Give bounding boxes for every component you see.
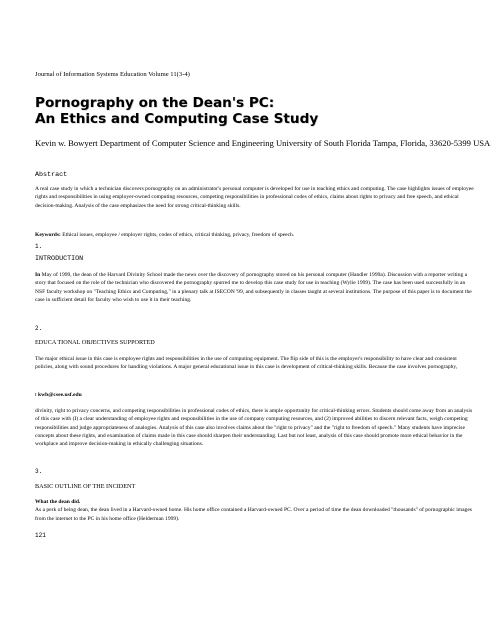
section-1-heading: INTRODUCTION: [35, 255, 84, 263]
keywords: [35, 231, 475, 239]
abstract-text: A real case study in which a technician discovers pornography on an administrator's personal computer is developed for use in teaching ethics and computing. The case highlights issues of employee rights and responsibilities in using employer-owned computing resources, competing responsibilities in professional codes of ethics, claims about rights to privacy and free speech, and ethical decision-making. Analysis of the case emphasizes the need for strong critical-thinking skills.: [35, 186, 474, 209]
footnote-email: kwb@csee.usf.edu: [37, 392, 82, 398]
section-3-number: 3.: [35, 468, 43, 475]
title-block: [35, 95, 318, 127]
section-3-heading: BASIC OUTLINE OF THE INCIDENT: [35, 483, 136, 490]
dean-text: As a perk of being dean, the dean lived in a Harvard-owned home. His home office contained a Harvard-owned PC. Over a period of time the dean downloaded "thousands" of pornographic images from the internet to the PC in his home office (Helderman 1999).: [35, 507, 472, 522]
page-number: 121: [35, 532, 46, 539]
section-2-number: 2.: [35, 325, 43, 332]
keywords-label: Keywords:: [35, 232, 61, 238]
journal-header: Journal of Information Systems Education Volume 11(3-4): [35, 71, 190, 78]
abstract-heading: Abstract: [35, 171, 68, 179]
paper-title-line-1: Pornography on the Dean's PC:: [35, 95, 275, 111]
paper-title-line-2: An Ethics and Computing Case Study: [35, 111, 319, 127]
author-affiliation: Kevin w. Bowyert Department of Computer Science and Engineering University of South Florida Tampa, Florida, 33620-5399 USA: [35, 138, 491, 148]
footnote-mark: t: [35, 392, 37, 398]
footnote: [35, 392, 82, 398]
keywords-text: Ethical issues, employee / employer rights, codes of ethics, critical thinking, privacy, freedom of speech.: [60, 232, 295, 238]
intro-lead: In: [35, 272, 41, 278]
subheading: What the dean did.: [35, 499, 81, 505]
section-2-heading: EDUCA TIONAL OBJECTIVES SUPPORTED: [35, 339, 155, 346]
objectives-text: The major ethical issue in this case is employee rights and responsibilities in the use of computing equipment. The flip side of this is the employer's responsibility to have clear and consistent policies, along with sound procedures for handling violations. A major general educational issue in this case is development of critical-thinking skills. Because the case involves pornography,: [35, 356, 458, 371]
incident-text: [35, 498, 475, 523]
intro-body: May of 1999, the dean of the Harvard Divinity School made the news over the discovery of pornography stored on his personal computer (Handler 1999a). Discussion with a reporter writing a story that focused on the role of the technician who discovered the pornography spurred me to develop this case study for use in teaching (Wylie 1999). The case has been used successfully in an NSF faculty workshop on "Teaching Ethics and Computing," in a plenary talk at ISECON '99, and subsequently in classes taught at several institutions. The purpose of this paper is to document the case in sufficient detail for faculty who wish to use it in their teaching.: [35, 272, 472, 303]
section-1-number: 1.: [35, 243, 43, 250]
introduction-text: [35, 271, 475, 304]
continuation-text: divinity, right to privacy concerns, and competing responsibilities in professional codes of ethics, there is ample opportunity for critical-thinking errors. Students should come away from an analysis of this case with (I) a clear understanding of employee rights and responsibilities in the use of company computing resources, and (2) improved abilities to discern relevant facts, weigh competing responsibilities and judge appropriateness of analogies. Analysis of this case also involves claims about the "right to privacy" and the "right to freedom of speech." Many students have imprecise concepts about these rights, and examination of claims made in this case should sharpen their understanding. Last but not least, analysis of this case should promote more ethical behavior in the workplace and improve decision-making in ethically challenging situations.: [35, 408, 473, 448]
